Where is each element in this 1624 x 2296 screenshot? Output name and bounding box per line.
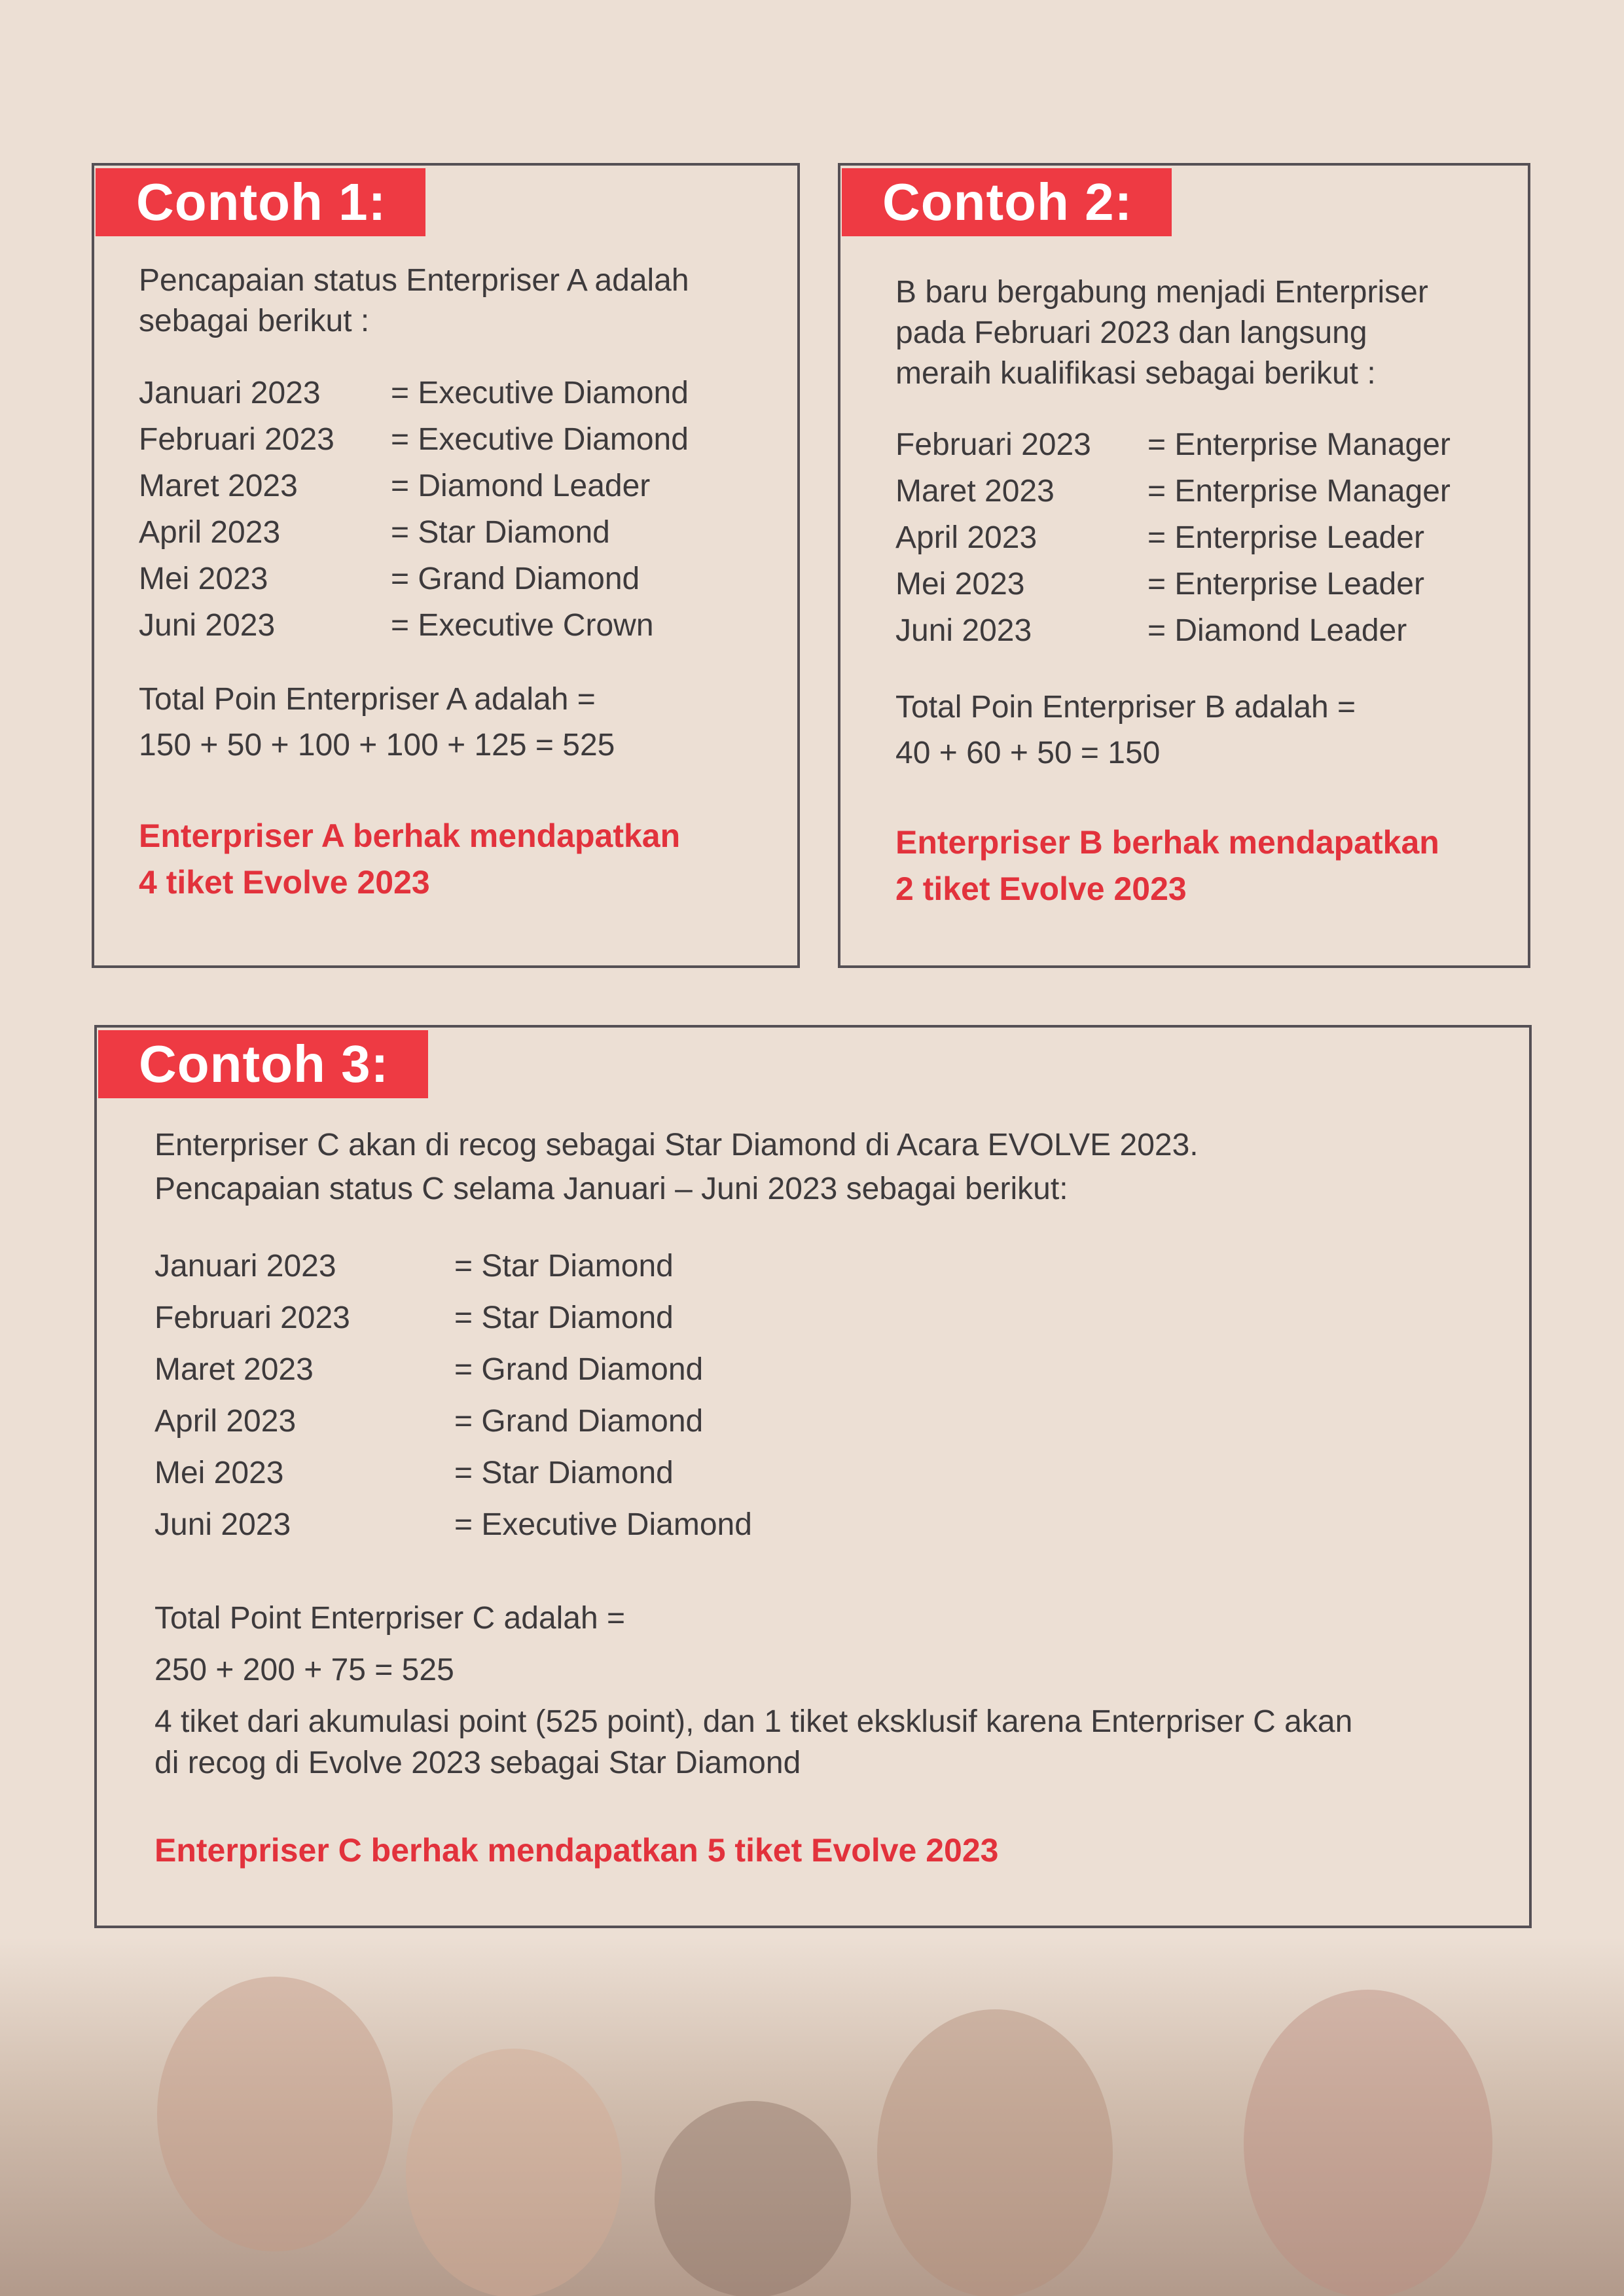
status-row bbox=[895, 566, 1451, 613]
row-status: = Grand Diamond bbox=[391, 562, 640, 596]
example-2-badge: Contoh 2: bbox=[842, 168, 1172, 236]
example-3-badge: Contoh 3: bbox=[98, 1030, 428, 1098]
status-row bbox=[895, 427, 1451, 473]
row-status: = Star Diamond bbox=[391, 515, 610, 550]
example-2-result-line-2: 2 tiket Evolve 2023 bbox=[895, 870, 1187, 907]
example-2-intro-line-1: B baru bergabung menjadi Enterpriser bbox=[895, 275, 1428, 310]
example-3-note-line-1: 4 tiket dari akumulasi point (525 point), dan 1 tiket eksklusif karena Enterpriser C akan bbox=[154, 1704, 1353, 1739]
row-month: Februari 2023 bbox=[154, 1300, 350, 1335]
row-status: = Grand Diamond bbox=[454, 1404, 704, 1439]
example-2-total-label: Total Poin Enterpriser B adalah = bbox=[895, 690, 1356, 725]
example-2-result-line-1: Enterpriser B berhak mendapatkan bbox=[895, 824, 1439, 861]
example-3-intro-line-2: Pencapaian status C selama Januari – Juni 2023 sebagai berikut: bbox=[154, 1172, 1068, 1206]
row-month: April 2023 bbox=[895, 520, 1038, 555]
row-status: = Star Diamond bbox=[454, 1456, 674, 1490]
row-month: Februari 2023 bbox=[139, 422, 334, 457]
row-status: = Executive Diamond bbox=[391, 376, 689, 410]
row-month: Maret 2023 bbox=[139, 469, 298, 503]
row-month: Mei 2023 bbox=[154, 1456, 284, 1490]
example-3-note-line-2: di recog di Evolve 2023 sebagai Star Diamond bbox=[154, 1746, 801, 1780]
example-2-status-list bbox=[895, 427, 1451, 659]
row-month: Mei 2023 bbox=[139, 562, 268, 596]
status-row bbox=[154, 1403, 752, 1455]
status-row bbox=[895, 473, 1451, 520]
example-1-result-line-2: 4 tiket Evolve 2023 bbox=[139, 864, 430, 901]
example-2-total-calc: 40 + 60 + 50 = 150 bbox=[895, 736, 1161, 770]
status-row bbox=[139, 607, 689, 654]
status-row bbox=[139, 468, 689, 514]
status-row bbox=[154, 1507, 752, 1558]
status-row bbox=[895, 613, 1451, 659]
example-3-total-label: Total Point Enterpriser C adalah = bbox=[154, 1601, 626, 1636]
row-month: April 2023 bbox=[154, 1404, 297, 1439]
row-status: = Grand Diamond bbox=[454, 1352, 704, 1387]
row-status: = Enterprise Manager bbox=[1147, 474, 1451, 509]
row-month: Januari 2023 bbox=[154, 1249, 336, 1283]
status-row bbox=[154, 1455, 752, 1507]
status-row bbox=[895, 520, 1451, 566]
status-row bbox=[139, 375, 689, 422]
row-status: = Star Diamond bbox=[454, 1300, 674, 1335]
row-month: Maret 2023 bbox=[895, 474, 1055, 509]
status-row bbox=[154, 1300, 752, 1352]
row-status: = Star Diamond bbox=[454, 1249, 674, 1283]
row-status: = Enterprise Leader bbox=[1147, 567, 1424, 601]
example-1-intro-line-2: sebagai berikut : bbox=[139, 304, 370, 338]
status-row bbox=[139, 422, 689, 468]
example-3-intro-line-1: Enterpriser C akan di recog sebagai Star Diamond di Acara EVOLVE 2023. bbox=[154, 1128, 1199, 1162]
row-month: Februari 2023 bbox=[895, 427, 1091, 462]
example-1-total-label: Total Poin Enterpriser A adalah = bbox=[139, 682, 596, 717]
example-1-status-list bbox=[139, 375, 689, 654]
row-status: = Diamond Leader bbox=[1147, 613, 1407, 648]
row-month: Januari 2023 bbox=[139, 376, 321, 410]
example-2-intro-line-3: meraih kualifikasi sebagai berikut : bbox=[895, 356, 1376, 391]
example-3-result: Enterpriser C berhak mendapatkan 5 tiket Evolve 2023 bbox=[154, 1832, 999, 1869]
example-card-1 bbox=[92, 163, 800, 968]
status-row bbox=[139, 514, 689, 561]
background-crowd-photo bbox=[0, 1937, 1624, 2296]
example-1-intro-line-1: Pencapaian status Enterpriser A adalah bbox=[139, 263, 689, 298]
example-card-3 bbox=[94, 1025, 1532, 1928]
row-month: Juni 2023 bbox=[895, 613, 1032, 648]
row-status: = Diamond Leader bbox=[391, 469, 651, 503]
row-month: April 2023 bbox=[139, 515, 281, 550]
status-row bbox=[139, 561, 689, 607]
example-card-2 bbox=[838, 163, 1530, 968]
example-3-total-calc: 250 + 200 + 75 = 525 bbox=[154, 1653, 454, 1687]
example-1-total-calc: 150 + 50 + 100 + 100 + 125 = 525 bbox=[139, 728, 615, 762]
row-month: Juni 2023 bbox=[154, 1507, 291, 1542]
example-3-status-list bbox=[154, 1248, 752, 1558]
row-status: = Enterprise Leader bbox=[1147, 520, 1424, 555]
row-status: = Executive Crown bbox=[391, 608, 654, 643]
example-1-result-line-1: Enterpriser A berhak mendapatkan bbox=[139, 817, 681, 854]
row-month: Juni 2023 bbox=[139, 608, 276, 643]
status-row bbox=[154, 1248, 752, 1300]
example-2-intro-line-2: pada Februari 2023 dan langsung bbox=[895, 315, 1367, 350]
row-month: Mei 2023 bbox=[895, 567, 1025, 601]
example-1-badge: Contoh 1: bbox=[96, 168, 425, 236]
row-status: = Enterprise Manager bbox=[1147, 427, 1451, 462]
row-status: = Executive Diamond bbox=[454, 1507, 752, 1542]
row-status: = Executive Diamond bbox=[391, 422, 689, 457]
status-row bbox=[154, 1352, 752, 1403]
row-month: Maret 2023 bbox=[154, 1352, 314, 1387]
